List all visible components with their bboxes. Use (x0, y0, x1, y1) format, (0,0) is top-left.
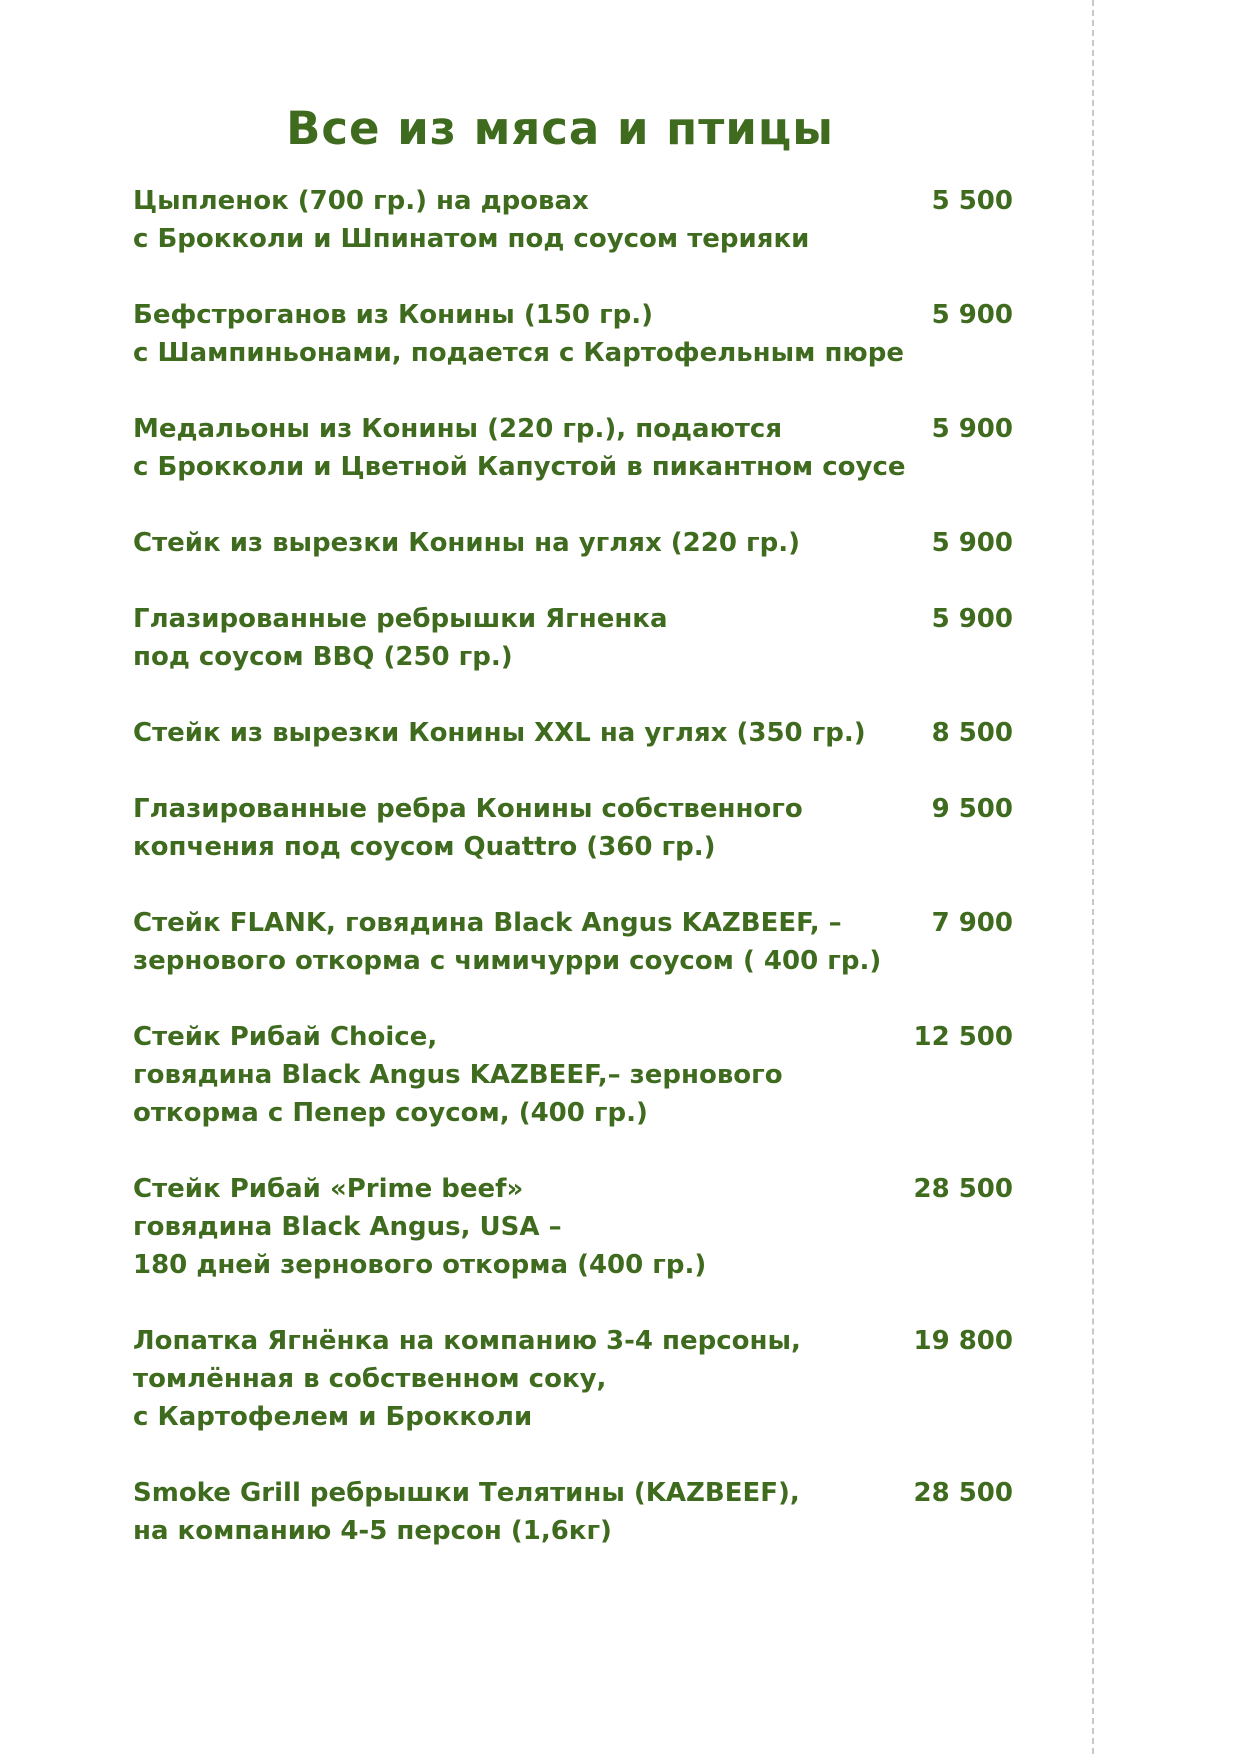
menu-item-description: с Шампиньонами, подается с Картофельным пюре (133, 338, 904, 368)
menu-item-description: Стейк из вырезки Конины на углях (220 гр.) (133, 528, 800, 558)
page-fold-divider (1092, 0, 1094, 1754)
menu-item-price: 12 500 (913, 1022, 1013, 1052)
menu-item-price: 28 500 (913, 1478, 1013, 1508)
menu-item (133, 1474, 1013, 1550)
menu-item-description: Медальоны из Конины (220 гр.), подаются (133, 414, 783, 444)
menu-item-description: на компанию 4-5 персон (1,6кг) (133, 1516, 612, 1546)
menu-item-description: Глазированные ребрышки Ягненка (133, 604, 668, 634)
menu-item-description: копчения под соусом Quattro (360 гр.) (133, 832, 716, 862)
menu-item (133, 790, 1013, 866)
menu-item-description: с Картофелем и Брокколи (133, 1402, 533, 1432)
menu-item (133, 296, 1013, 372)
menu-item (133, 1322, 1013, 1436)
menu-list (133, 182, 1013, 1588)
menu-item (133, 1170, 1013, 1284)
menu-item-description: с Брокколи и Шпинатом под соусом терияки (133, 224, 810, 254)
menu-item-description: Лопатка Ягнёнка на компанию 3-4 персоны, (133, 1326, 801, 1356)
page-title: Все из мяса и птицы (286, 102, 834, 155)
menu-item-description: Цыпленок (700 гр.) на дровах (133, 186, 589, 216)
menu-item-description: зернового откорма с чимичурри соусом ( 400 гр.) (133, 946, 882, 976)
menu-item-price: 28 500 (913, 1174, 1013, 1204)
menu-item-description: 180 дней зернового откорма (400 гр.) (133, 1250, 707, 1280)
menu-item (133, 524, 1013, 562)
menu-item (133, 182, 1013, 258)
menu-item-description: Стейк из вырезки Конины XXL на углях (350 гр.) (133, 718, 866, 748)
menu-item-price: 19 800 (913, 1326, 1013, 1356)
menu-item (133, 1018, 1013, 1132)
menu-item-price: 9 500 (931, 794, 1013, 824)
menu-item-description: под соусом BBQ (250 гр.) (133, 642, 513, 672)
menu-item-description: говядина Black Angus, USA – (133, 1212, 562, 1242)
menu-item-price: 7 900 (931, 908, 1013, 938)
menu-item-price: 8 500 (931, 718, 1013, 748)
menu-item-description: с Брокколи и Цветной Капустой в пикантном соусе (133, 452, 906, 482)
menu-item-price: 5 900 (931, 604, 1013, 634)
menu-item-price: 5 500 (931, 186, 1013, 216)
menu-item-price: 5 900 (931, 300, 1013, 330)
menu-item-description: откорма с Пепер соусом, (400 гр.) (133, 1098, 648, 1128)
menu-item-price: 5 900 (931, 414, 1013, 444)
menu-item (133, 904, 1013, 980)
menu-item (133, 410, 1013, 486)
menu-item-description: томлённая в собственном соку, (133, 1364, 607, 1394)
menu-item-description: говядина Black Angus KAZBEEF,– зернового (133, 1060, 783, 1090)
menu-item (133, 600, 1013, 676)
menu-item-description: Стейк FLANK, говядина Black Angus KAZBEEF, – (133, 908, 842, 938)
menu-item (133, 714, 1013, 752)
menu-item-description: Smoke Grill ребрышки Телятины (KAZBEEF), (133, 1478, 800, 1508)
menu-item-description: Глазированные ребра Конины собственного (133, 794, 803, 824)
menu-item-description: Стейк Рибай Choice, (133, 1022, 438, 1052)
menu-item-description: Стейк Рибай «Prime beef» (133, 1174, 524, 1204)
menu-item-description: Бефстроганов из Конины (150 гр.) (133, 300, 654, 330)
menu-item-price: 5 900 (931, 528, 1013, 558)
